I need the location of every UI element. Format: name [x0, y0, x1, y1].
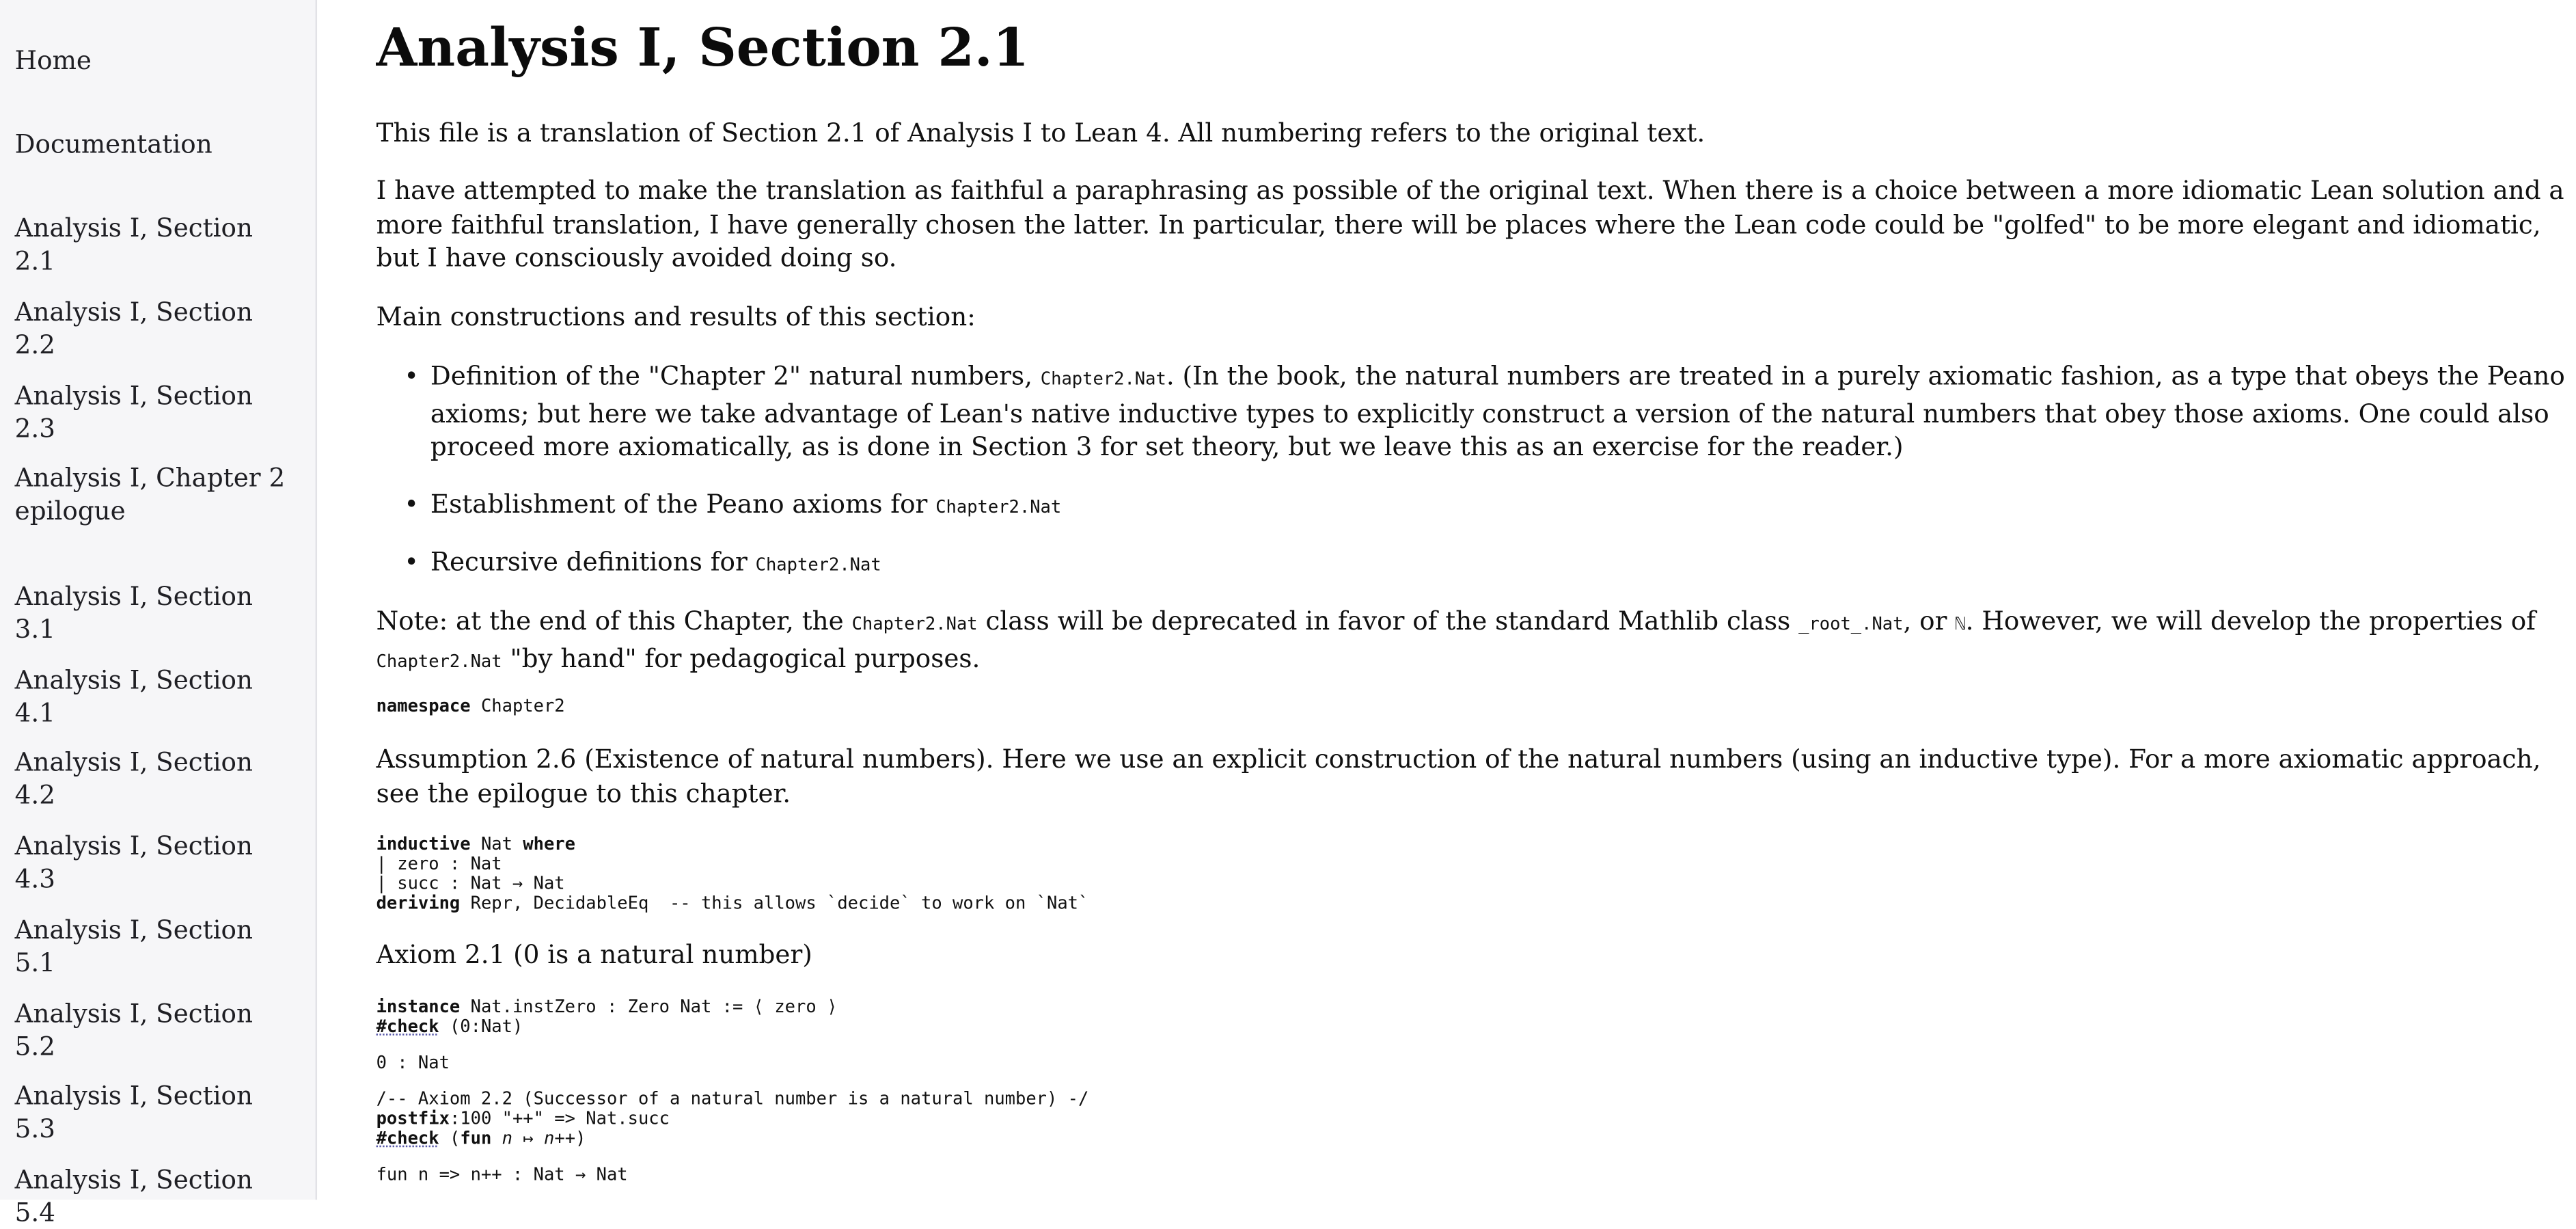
code-text: ↦	[512, 1129, 545, 1149]
note-text-mid2: , or	[1903, 606, 1956, 636]
main-content	[376, 0, 2566, 1200]
code-keyword: instance	[376, 997, 461, 1018]
assumption-paragraph: Assumption 2.6 (Existence of natural numbers). Here we use an explicit construction of the natural numbers (using an inductive type). For a more axiomatic approach, see the epilogue to this chapter.	[376, 744, 2541, 808]
bullet-1-text-post: . (In the book, the natural numbers are treated in a purely axiomatic fashion, as a type that obeys the Peano axioms; but here we take advantage of Lean's native inductive types to explicitly construct a version of the natural numbers that obey those axioms. One could also proceed more axiomatically, as is done in Section 3 for set theory, but we leave this as an exercise for the reader.)	[430, 361, 2565, 462]
code-text: Nat	[470, 835, 523, 855]
note-text-mid1: class will be deprecated in favor of the standard Mathlib class	[977, 606, 1799, 636]
check-output-2: fun n => n++ : Nat → Nat	[376, 1165, 628, 1185]
code-keyword: where	[523, 835, 575, 855]
note-text-mid3: . However, we will develop the properties of	[1965, 606, 2536, 636]
code-text: :100 "++" => Nat.succ	[449, 1109, 670, 1129]
code-text: Repr, DecidableEq -- this allows `decide` to work on `Nat`	[460, 893, 1089, 914]
sidebar-item-documentation[interactable]: Documentation	[14, 129, 213, 160]
page-title: Analysis I, Section 2.1	[376, 16, 1030, 79]
faithful-paragraph: I have attempted to make the translation as faithful a paraphrasing as possible of the original text. When there is a choice between a more idiomatic Lean solution and a more faithful translation, I have generally chosen the latter. In particular, there will be places where the Lean code could be "golfed" to be more elegant and idiomatic, but I have consciously avoided doing so.	[376, 176, 2564, 273]
sidebar-item-section-2-3[interactable]: Analysis I, Section 2.3	[14, 381, 253, 444]
bullet-3-code: Chapter2.Nat	[755, 555, 881, 576]
code-variable: n	[491, 1129, 513, 1149]
code-keyword: inductive	[376, 835, 471, 855]
check-output-1: 0 : Nat	[376, 1053, 450, 1074]
code-keyword: postfix	[376, 1109, 450, 1129]
sidebar-item-chapter-2-epilogue[interactable]: Analysis I, Chapter 2 epilogue	[14, 463, 286, 526]
sidebar-item-home[interactable]: Home	[14, 46, 92, 76]
code-keyword: deriving	[376, 893, 461, 914]
bullet-3-text: Recursive definitions for	[430, 547, 756, 577]
sidebar-item-section-5-3[interactable]: Analysis I, Section 5.3	[14, 1081, 253, 1144]
sidebar-item-section-4-3[interactable]: Analysis I, Section 4.3	[14, 831, 253, 894]
note-text-post: "by hand" for pedagogical purposes.	[502, 643, 981, 673]
code-keyword: fun	[460, 1129, 492, 1149]
bullet-icon: •	[404, 547, 419, 577]
code-text: (0:Nat)	[439, 1017, 523, 1038]
note-paragraph	[376, 605, 2566, 679]
note-code-chapter2-nat-2: Chapter2.Nat	[376, 651, 502, 672]
bullet-2-code: Chapter2.Nat	[935, 498, 1062, 518]
bullet-1-text-pre: Definition of the "Chapter 2" natural numbers,	[430, 361, 1041, 392]
sidebar-item-section-5-4[interactable]: Analysis I, Section 5.4	[14, 1165, 253, 1228]
code-text: | succ : Nat → Nat	[376, 874, 565, 894]
code-text: Chapter2	[470, 697, 565, 717]
code-keyword: namespace	[376, 697, 471, 717]
sidebar-item-section-5-2[interactable]: Analysis I, Section 5.2	[14, 999, 253, 1062]
note-code-root-nat: _root_.Nat	[1798, 614, 1904, 635]
sidebar-item-section-3-1[interactable]: Analysis I, Section 3.1	[14, 582, 253, 645]
note-text-pre: Note: at the end of this Chapter, the	[376, 606, 852, 636]
code-variable: n++	[544, 1129, 576, 1149]
check-command-link[interactable]: #check	[376, 1017, 439, 1038]
main-constructions-heading: Main constructions and results of this section:	[376, 302, 976, 332]
bullet-icon: •	[404, 489, 419, 519]
bullet-2-text: Establishment of the Peano axioms for	[430, 489, 936, 519]
code-text: Nat.instZero : Zero Nat := ⟨ zero ⟩	[460, 997, 838, 1018]
sidebar-item-section-2-2[interactable]: Analysis I, Section 2.2	[14, 297, 253, 360]
code-text: (	[439, 1129, 461, 1149]
code-text: )	[575, 1129, 586, 1149]
sidebar-item-section-5-1[interactable]: Analysis I, Section 5.1	[14, 915, 253, 978]
bullet-1-code: Chapter2.Nat	[1040, 369, 1166, 390]
note-code-nat-symbol: ℕ	[1955, 614, 1966, 635]
list-item	[404, 488, 2566, 525]
code-comment: /-- Axiom 2.2 (Successor of a natural number is a natural number) -/	[376, 1090, 1089, 1109]
list-item	[404, 360, 2566, 465]
instance-code-block	[376, 997, 838, 1037]
bullet-icon: •	[404, 361, 419, 392]
note-code-chapter2-nat: Chapter2.Nat	[851, 614, 978, 635]
intro-paragraph: This file is a translation of Section 2.1 of Analysis I to Lean 4. All numbering refers to the original text.	[376, 118, 1705, 148]
sidebar-nav	[0, 0, 317, 1228]
sidebar-item-section-4-2[interactable]: Analysis I, Section 4.2	[14, 747, 253, 811]
axiom-2-1-heading: Axiom 2.1 (0 is a natural number)	[376, 940, 812, 970]
check-command-link[interactable]: #check	[376, 1129, 439, 1149]
sidebar-item-section-2-1[interactable]: Analysis I, Section 2.1	[14, 213, 253, 276]
code-text: | zero : Nat	[376, 854, 502, 875]
sidebar-item-section-4-1[interactable]: Analysis I, Section 4.1	[14, 665, 253, 729]
inductive-code-block	[376, 835, 1089, 913]
namespace-code	[376, 697, 565, 716]
postfix-code-block	[376, 1090, 1089, 1149]
list-item	[404, 545, 2566, 582]
